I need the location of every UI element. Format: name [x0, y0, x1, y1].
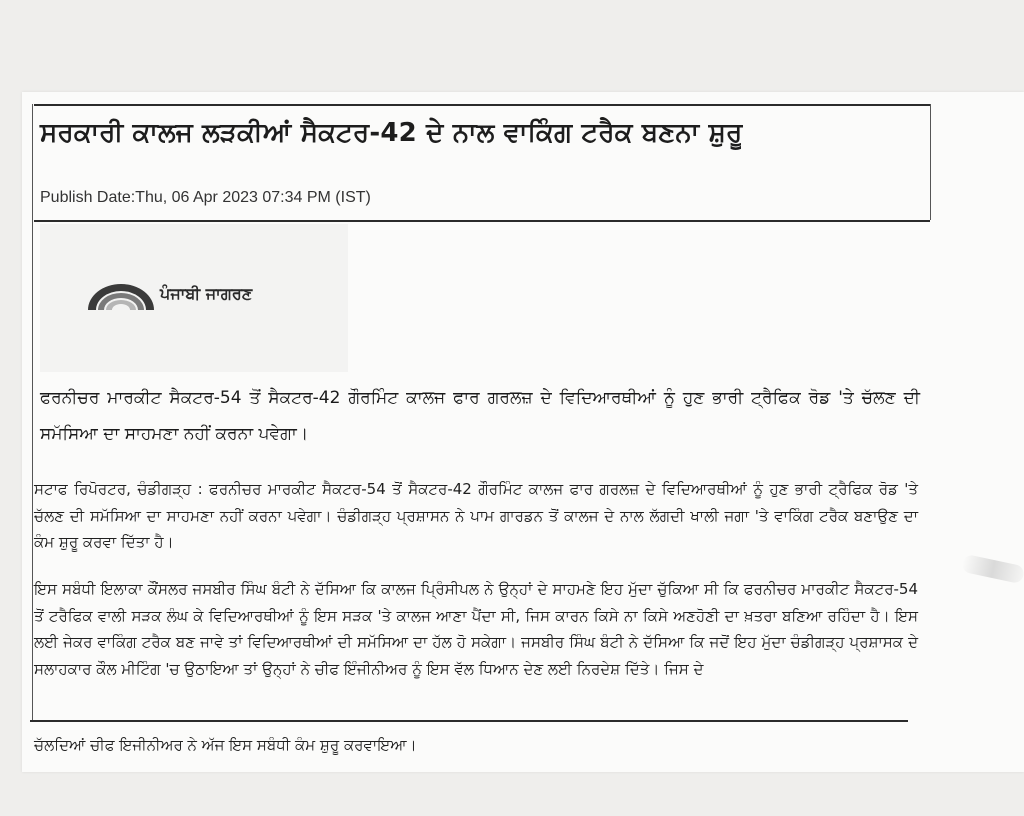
left-border-line — [32, 104, 33, 720]
article-paragraph-1: ਸਟਾਫ ਰਿਪੋਰਟਰ, ਚੰਡੀਗੜ੍ਹ : ਫਰਨੀਚਰ ਮਾਰਕੀਟ ਸੈਕਟਰ-54 ਤੋਂ ਸੈਕਟਰ-42 ਗੌਰਮਿੰਟ ਕਾਲਜ ਫਾਰ ਗਰਲਜ਼ ਦੇ ਵਿਦਿਆਰਥੀਆਂ ਨੂੰ ਹੁਣ ਭਾਰੀ ਟ੍ਰੈਫਿਕ ਰੋਡ 'ਤੇ ਚੱਲਣ ਦੀ ਸਮੱਸਿਆ ਦਾ ਸਾਹਮਣਾ ਨਹੀਂ ਕਰਨਾ ਪਵੇਗਾ। ਚੰਡੀਗੜ੍ਹ ਪ੍ਰਸ਼ਾਸਨ ਨੇ ਪਾਮ ਗਾਰਡਨ ਤੋਂ ਕਾਲਜ ਦੇ ਨਾਲ ਲੱਗਦੀ ਖਾਲੀ ਜਗਾ 'ਤੇ ਵਾਕਿੰਗ ਟਰੈਕ ਬਣਾਉਣ ਦਾ ਕੰਮ ਸ਼ੁਰੂ ਕਰਵਾ ਦਿੱਤਾ ਹੈ। — [34, 480, 918, 551]
top-border-rule — [34, 104, 930, 106]
rainbow-arc-logo-icon — [86, 282, 156, 310]
article-paragraph-2-tail: ਚੱਲਦਿਆਂ ਚੀਫ ਇਜੀਨੀਅਰ ਨੇ ਅੱਜ ਇਸ ਸਬੰਧੀ ਕੰਮ ਸ਼ੁਰੂ ਕਰਵਾਇਆ। — [34, 736, 417, 754]
publication-logo-text: ਪੰਜਾਬੀ ਜਾਗਰਣ — [160, 284, 253, 303]
header-divider-rule — [34, 220, 930, 222]
article-paragraph-2: ਇਸ ਸਬੰਧੀ ਇਲਾਕਾ ਕੌਂਸਲਰ ਜਸਬੀਰ ਸਿੰਘ ਬੰਟੀ ਨੇ ਦੱਸਿਆ ਕਿ ਕਾਲਜ ਪ੍ਰਿੰਸੀਪਲ ਨੇ ਉਨ੍ਹਾਂ ਦੇ ਸਾਹਮਣੇ ਇਹ ਮੁੱਦਾ ਚੁੱਕਿਆ ਸੀ ਕਿ ਫਰਨੀਚਰ ਮਾਰਕੀਟ ਸੈਕਟਰ-54 ਤੋਂ ਟਰੈਫਿਕ ਵਾਲੀ ਸੜਕ ਲੰਘ ਕੇ ਵਿਦਿਆਰਥੀਆਂ ਨੂੰ ਇਸ ਸੜਕ 'ਤੇ ਕਾਲਜ ਆਣਾ ਪੈਂਦਾ ਸੀ, ਜਿਸ ਕਾਰਨ ਕਿਸੇ ਨਾ ਕਿਸੇ ਅਣਹੋਣੀ ਦਾ ਖ਼ਤਰਾ ਬਣਿਆ ਰਹਿੰਦਾ ਹੈ। ਇਸ ਲਈ ਜੇਕਰ ਵਾਕਿੰਗ ਟਰੈਕ ਬਣ ਜਾਵੇ ਤਾਂ ਵਿਦਿਆਰਥੀਆਂ ਦੀ ਸਮੱਸਿਆ ਦਾ ਹੱਲ ਹੋ ਸਕੇਗਾ। ਜਸਬੀਰ ਸਿੰਘ ਬੰਟੀ ਨੇ ਦੱਸਿਆ ਕਿ ਜਦੋਂ ਇਹ ਮੁੱਦਾ ਚੰਡੀਗੜ੍ਹ ਪ੍ਰਸ਼ਾਸਕ ਦੇ ਸਲਾਹਕਾਰ ਕੌਲ ਮੀਟਿੰਗ 'ਚ ਉਠਾਇਆ ਤਾਂ ਉਨ੍ਹਾਂ ਨੇ ਚੀਫ ਇੰਜੀਨੀਅਰ ਨੂੰ ਇਸ ਵੱਲ ਧਿਆਨ ਦੇਣ ਲਈ ਨਿਰਦੇਸ਼ ਦਿੱਤੇ। ਜਿਸ ਦੇ — [34, 580, 918, 678]
publish-date: Publish Date:Thu, 06 Apr 2023 07:34 PM (IST) — [40, 189, 371, 206]
article-intro: ਫਰਨੀਚਰ ਮਾਰਕੀਟ ਸੈਕਟਰ-54 ਤੋਂ ਸੈਕਟਰ-42 ਗੌਰਮਿੰਟ ਕਾਲਜ ਫਾਰ ਗਰਲਜ਼ ਦੇ ਵਿਦਿਆਰਥੀਆਂ ਨੂੰ ਹੁਣ ਭਾਰੀ ਟ੍ਰੈਫਿਕ ਰੋਡ 'ਤੇ ਚੱਲਣ ਦੀ ਸਮੱਸਿਆ ਦਾ ਸਾਹਮਣਾ ਨਹੀਂ ਕਰਨਾ ਪਵੇਗਾ। — [40, 388, 920, 444]
article-headline: ਸਰਕਾਰੀ ਕਾਲਜ ਲੜਕੀਆਂ ਸੈਕਟਰ-42 ਦੇ ਨਾਲ ਵਾਕਿੰਗ ਟਰੈਕ ਬਣਨਾ ਸ਼ੁਰੂ — [40, 118, 743, 148]
cutting-edge-rule — [30, 720, 908, 722]
right-border-line — [930, 104, 931, 220]
